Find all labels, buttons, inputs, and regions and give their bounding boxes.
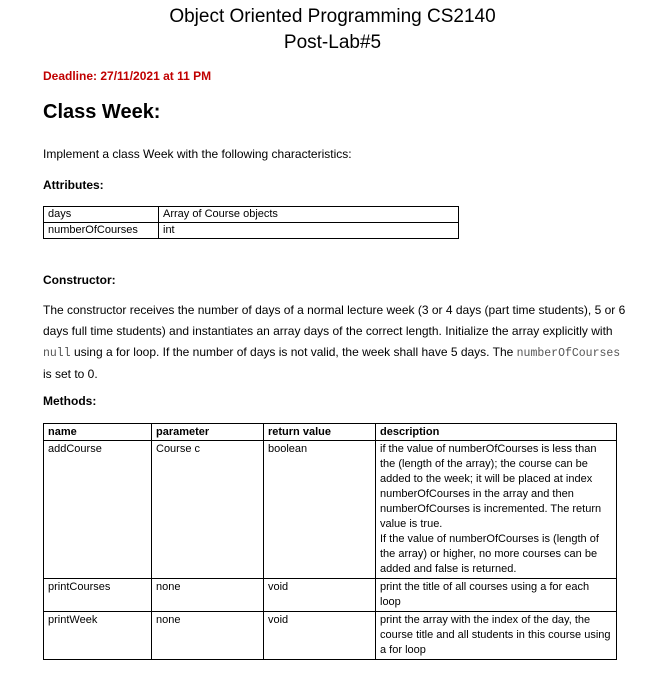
method-name: addCourse	[44, 441, 152, 579]
column-header: description	[376, 424, 617, 441]
constructor-label: Constructor:	[43, 273, 116, 287]
table-row	[44, 207, 459, 223]
method-return: boolean	[264, 441, 376, 579]
attribute-name: numberOfCourses	[44, 223, 159, 239]
table-header-row	[44, 424, 617, 441]
method-description: print the title of all courses using a for each loop	[376, 579, 617, 612]
code-numberofcourses: numberOfCourses	[516, 347, 621, 360]
table-row	[44, 579, 617, 612]
deadline: Deadline: 27/11/2021 at 11 PM	[43, 69, 212, 83]
attribute-name: days	[44, 207, 159, 223]
method-return: void	[264, 612, 376, 660]
methods-table	[43, 423, 617, 660]
method-description-text: if the value of numberOfCourses is less than the (length of the array); the course can be added to the week; it will be placed at index numberOfCourses in the array and then numberOfCourses is incremented. The return value is true.	[380, 443, 602, 530]
method-description: print the array with the index of the day, the course title and all students in this course using a for loop	[376, 612, 617, 660]
constructor-text: using a for loop. If the number of days is not valid, the week shall have 5 days. The	[70, 345, 517, 359]
constructor-text: The constructor receives the number of days of a normal lecture week (3 or 4 days (part time students), 5 or 6 days full time students) and instantiates an array days of the correct length. Initialize the array explicitly with	[43, 303, 626, 338]
method-description-text: If the value of numberOfCourses is (length of the array) or higher, no more courses can be added and false is returned.	[380, 533, 599, 575]
table-row	[44, 441, 617, 579]
code-null: null	[43, 347, 71, 360]
methods-label: Methods:	[43, 394, 97, 408]
table-row	[44, 612, 617, 660]
constructor-description	[43, 300, 628, 385]
method-name: printWeek	[44, 612, 152, 660]
intro-text: Implement a class Week with the following characteristics:	[43, 147, 352, 161]
attribute-type: int	[159, 223, 459, 239]
attribute-type: Array of Course objects	[159, 207, 459, 223]
document-subtitle: Post-Lab#5	[283, 32, 382, 53]
constructor-text: is set to 0.	[43, 367, 98, 381]
column-header: name	[44, 424, 152, 441]
class-heading: Class Week:	[43, 101, 161, 123]
attributes-label: Attributes:	[43, 178, 104, 192]
document-title: Object Oriented Programming CS2140	[169, 6, 496, 27]
method-return: void	[264, 579, 376, 612]
method-parameter: Course c	[152, 441, 264, 579]
attributes-table	[43, 206, 459, 239]
method-name: printCourses	[44, 579, 152, 612]
table-row	[44, 223, 459, 239]
method-parameter: none	[152, 579, 264, 612]
method-description	[376, 441, 617, 579]
column-header: return value	[264, 424, 376, 441]
method-parameter: none	[152, 612, 264, 660]
column-header: parameter	[152, 424, 264, 441]
